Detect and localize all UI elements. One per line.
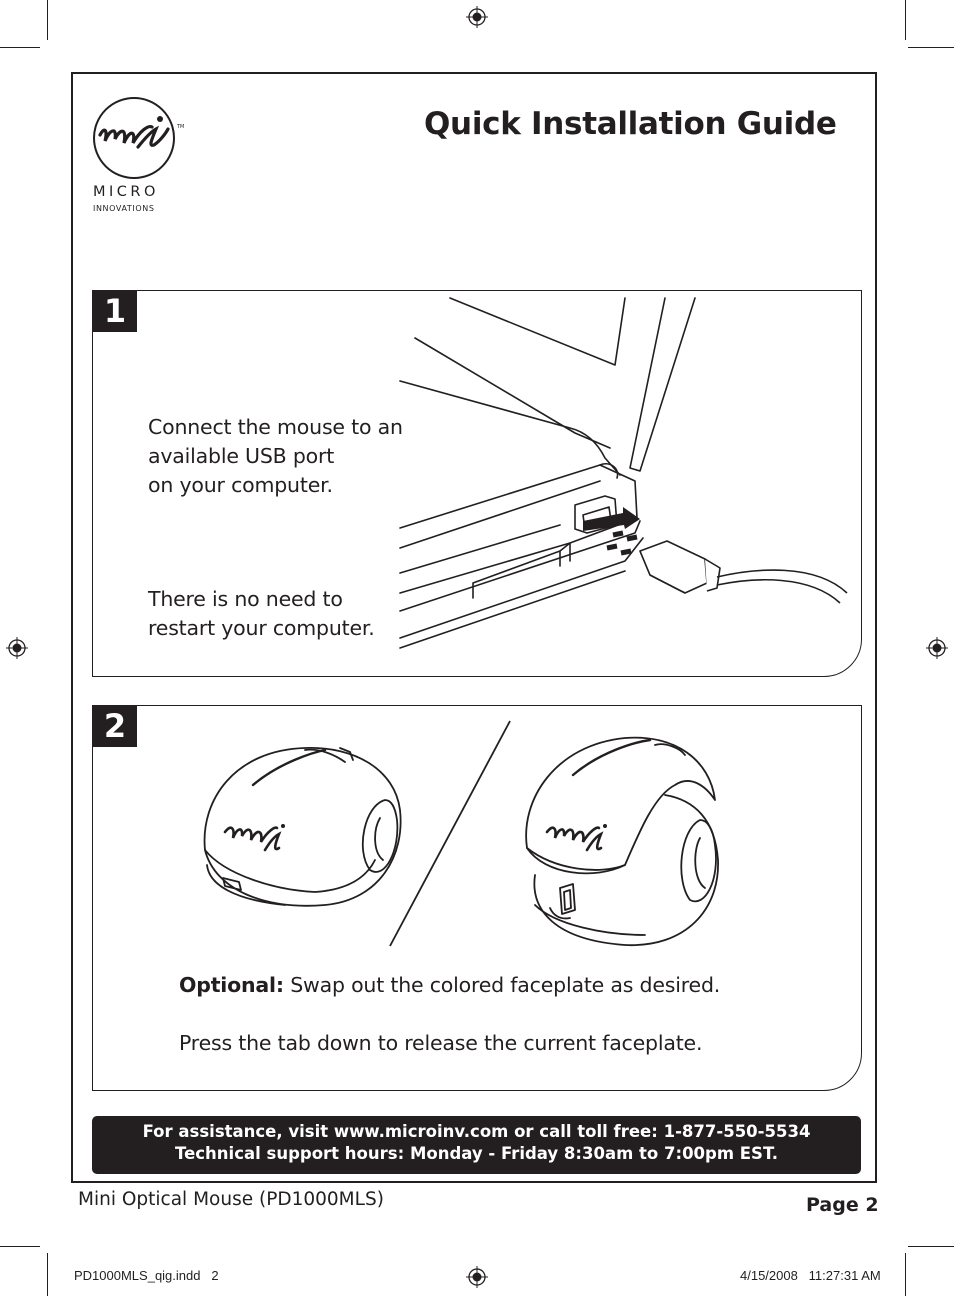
step-1-instruction: Connect the mouse to an available USB port on your computer. [148, 415, 403, 497]
print-slug-file: PD1000MLS_qig.indd 2 [74, 1268, 219, 1283]
support-banner [92, 1116, 861, 1174]
crop-mark [908, 47, 954, 48]
mouse-closed-illustration [195, 740, 405, 915]
micro-innovations-logo [90, 95, 190, 220]
step-1-note: There is no need to restart your computer. [148, 587, 375, 640]
divider-line [385, 718, 515, 950]
registration-mark-icon [926, 637, 948, 659]
step-1-badge: 1 [93, 290, 137, 332]
logo-brand-line1: MICRO [93, 184, 159, 200]
crop-mark [47, 1253, 48, 1296]
logo-brand-line2: INNOVATIONS [93, 204, 155, 213]
registration-mark-icon [6, 637, 28, 659]
page-number: Page 2 [806, 1194, 879, 1216]
crop-mark [0, 1246, 40, 1247]
step-2-badge: 2 [93, 705, 137, 747]
support-line-2: Technical support hours: Monday - Friday 8:30am to 7:00pm EST. [175, 1144, 778, 1163]
optional-label: Optional: [179, 973, 284, 997]
crop-mark [47, 0, 48, 40]
step-2-instruction: Press the tab down to release the current faceplate. [179, 1031, 703, 1055]
product-name: Mini Optical Mouse (PD1000MLS) [78, 1189, 384, 1210]
registration-mark-icon [466, 6, 488, 28]
print-slug-timestamp: 4/15/2008 11:27:31 AM [740, 1268, 881, 1283]
mouse-open-illustration [515, 730, 730, 955]
page-title: Quick Installation Guide [424, 106, 837, 142]
support-line-1: For assistance, visit www.microinv.com or call toll free: 1-877-550-5534 [142, 1122, 811, 1141]
crop-mark [0, 47, 40, 48]
crop-mark [905, 0, 906, 40]
logo-tm: TM [177, 124, 185, 130]
registration-mark-icon [466, 1266, 488, 1288]
crop-mark [908, 1246, 954, 1247]
crop-mark [905, 1253, 906, 1296]
step-2-optional-line [179, 971, 720, 1000]
laptop-usb-illustration [395, 293, 860, 653]
optional-text: Swap out the colored faceplate as desired. [290, 973, 721, 997]
